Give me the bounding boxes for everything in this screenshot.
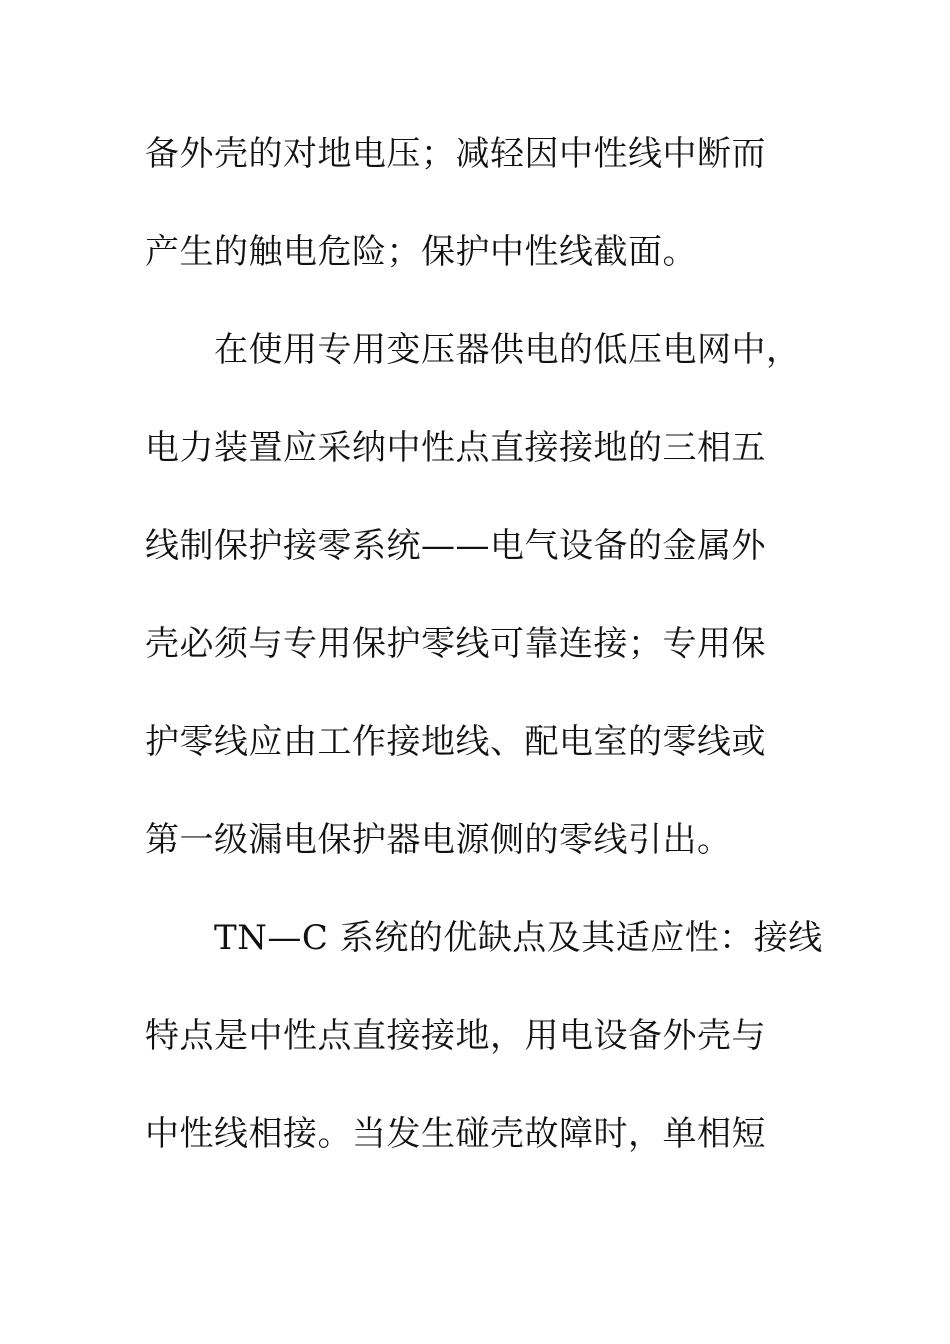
- text-line-11: 中性线相接。当发生碰壳故障时，单相短: [145, 1114, 766, 1154]
- text-line-4: 电力装置应采纳中性点直接接地的三相五: [145, 428, 766, 468]
- text-line-1: 备外壳的对地电压；减轻因中性线中断而: [145, 134, 766, 174]
- text-line-6: 壳必须与专用保护零线可靠连接；专用保: [145, 624, 766, 664]
- text-line-2: 产生的触电危险；保护中性线截面。: [145, 232, 697, 272]
- text-line-7: 护零线应由工作接地线、配电室的零线或: [145, 722, 766, 762]
- paragraph-start-line: TN—C 系统的优缺点及其适应性：接线: [214, 918, 823, 958]
- text-line-5: 线制保护接零系统——电气设备的金属外: [145, 526, 766, 566]
- text-line-8: 第一级漏电保护器电源侧的零线引出。: [145, 820, 732, 860]
- paragraph-start-line: 在使用专用变压器供电的低压电网中，: [214, 330, 801, 370]
- text-line-10: 特点是中性点直接接地，用电设备外壳与: [145, 1016, 766, 1056]
